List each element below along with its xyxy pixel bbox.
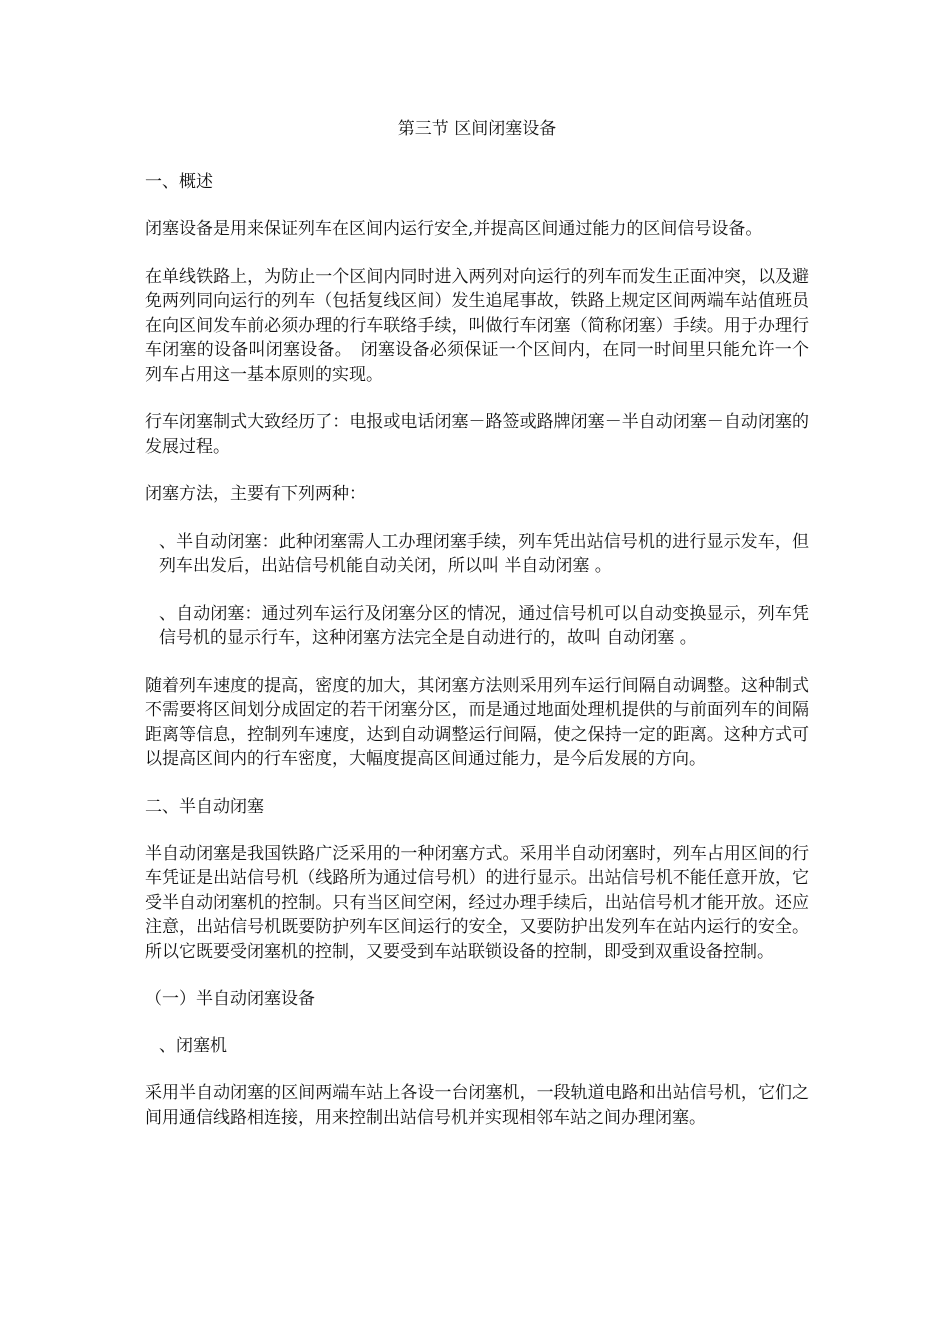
list-item-auto-block: 、自动闭塞：通过列车运行及闭塞分区的情况，通过信号机可以自动变换显示，列车凭信号机的显示行车，这种闭塞方法完全是自动进行的，故叫 自动闭塞 。 (159, 603, 809, 648)
section-heading-semi-auto: 二、半自动闭塞 (145, 796, 264, 817)
list-item-semi-auto-block: 、半自动闭塞：此种闭塞需人工办理闭塞手续，列车凭出站信号机的进行显示发车，但列车出发后，出站信号机能自动关闭，所以叫 半自动闭塞 。 (159, 531, 809, 576)
paragraph: 随着列车速度的提高，密度的加大，其闭塞方法则采用列车运行间隔自动调整。这种制式不需要将区间划分成固定的若干闭塞分区，而是通过地面处理机提供的与前面列车的间隔距离等信息，控制列车速度，达到自动调整运行间隔，使之保持一定的距离。这种方式可以提高区间内的行车密度，大幅度提高区间通过能力，是今后发展的方向。 (145, 675, 809, 769)
section-heading-overview: 一、概述 (145, 172, 213, 192)
paragraph: 采用半自动闭塞的区间两端车站上各设一台闭塞机，一段轨道电路和出站信号机，它们之间用通信线路相连接，用来控制出站信号机并实现相邻车站之间办理闭塞。 (145, 1083, 809, 1128)
paragraph: 闭塞方法，主要有下列两种： (145, 484, 366, 504)
document-page (145, 117, 809, 1153)
item-heading-block-machine: 、闭塞机 (159, 1036, 227, 1056)
paragraph: 行车闭塞制式大致经历了：电报或电话闭塞－路签或路牌闭塞－半自动闭塞－自动闭塞的发展过程。 (145, 412, 809, 457)
subsection-heading: （一）半自动闭塞设备 (145, 989, 315, 1009)
paragraph: 半自动闭塞是我国铁路广泛采用的一种闭塞方式。采用半自动闭塞时，列车占用区间的行车凭证是出站信号机（线路所为通过信号机）的进行显示。出站信号机不能任意开放，它受半自动闭塞机的控制。只有当区间空闲，经过办理手续后，出站信号机才能开放。还应注意，出站信号机既要防护列车区间运行的安全，又要防护出发列车在站内运行的安全。所以它既要受闭塞机的控制，又要受到车站联锁设备的控制，即受到双重设备控制。 (145, 843, 809, 962)
document-title: 第三节 区间闭塞设备 (397, 119, 557, 139)
paragraph: 闭塞设备是用来保证列车在区间内运行安全,并提高区间通过能力的区间信号设备。 (145, 219, 763, 239)
paragraph: 在单线铁路上，为防止一个区间内同时进入两列对向运行的列车而发生正面冲突，以及避免两列同向运行的列车（包括复线区间）发生追尾事故，铁路上规定区间两端车站值班员在向区间发车前必须办理的行车联络手续，叫做行车闭塞（简称闭塞）手续。用于办理行车闭塞的设备叫闭塞设备。 闭塞设备必须保证一个区间内，在同一时间里只能允许一个列车占用这一基本原则的实现。 (145, 266, 809, 385)
